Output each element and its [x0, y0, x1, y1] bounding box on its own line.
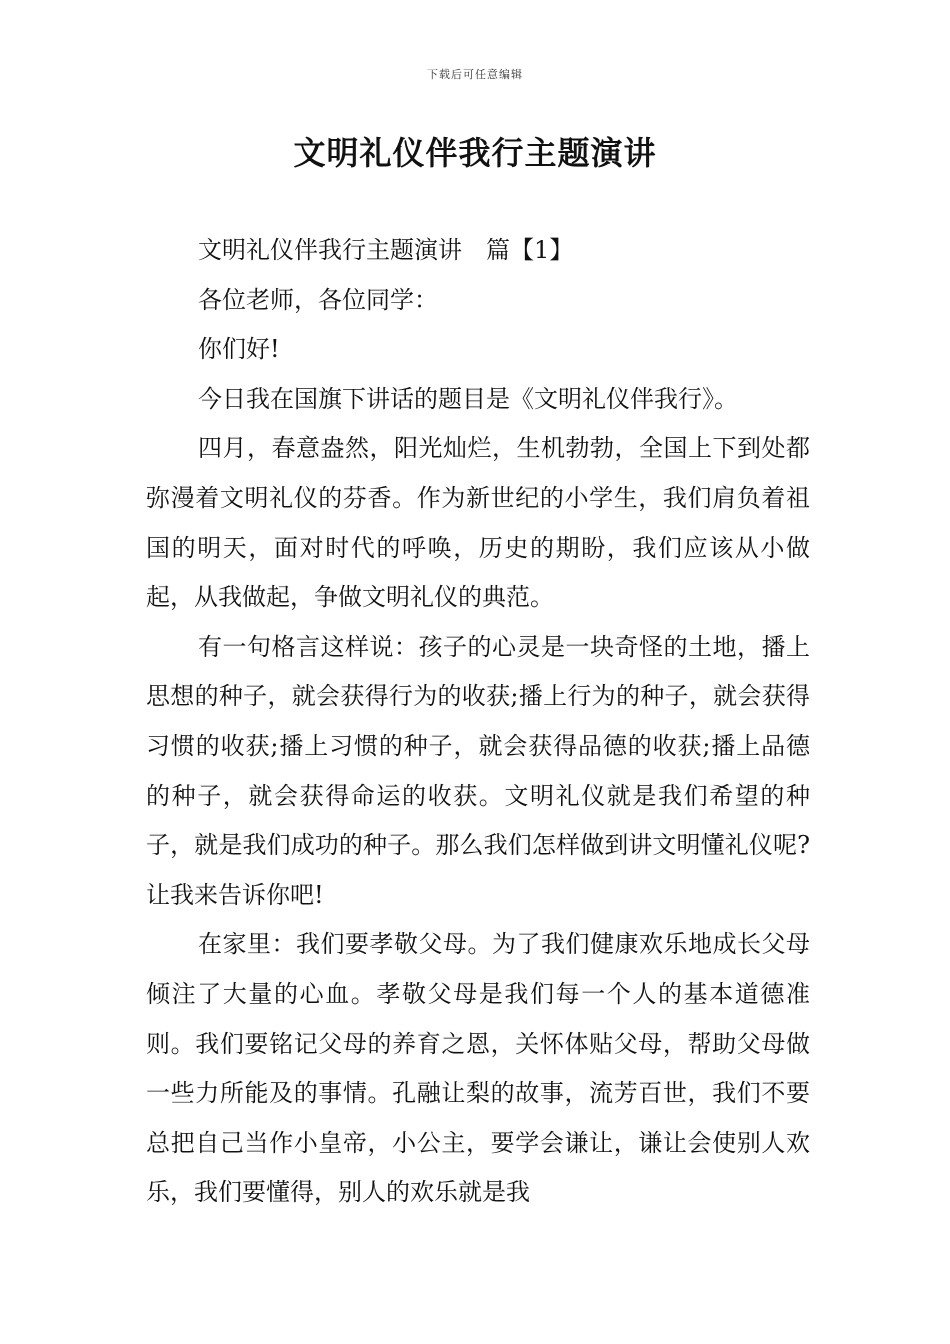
body-paragraph: 四月，春意盎然，阳光灿烂，生机勃勃，全国上下到处都弥漫着文明礼仪的芬香。作为新世纪的小学生，我们肩负着祖国的明天，面对时代的呼唤，历史的期盼，我们应该从小做起，从我做起，争做文明礼仪的典范。	[146, 434, 810, 612]
body-paragraph: 有一句格言这样说：孩子的心灵是一块奇怪的土地，播上思想的种子，就会获得行为的收获;播上行为的种子，就会获得习惯的收获;播上习惯的种子，就会获得品德的收获;播上品德的种子，就会获得命运的收获。文明礼仪就是我们希望的种子，就是我们成功的种子。那么我们怎样做到讲文明懂礼仪呢?让我来告诉你吧!	[146, 632, 810, 909]
document-body	[146, 226, 810, 1218]
section-heading: 文明礼仪伴我行主题演讲 篇【1】	[198, 236, 574, 264]
document-title: 文明礼仪伴我行主题演讲	[293, 134, 657, 172]
header-note: 下载后可任意编辑	[427, 68, 523, 81]
topic-paragraph: 今日我在国旗下讲话的题目是《文明礼仪伴我行》。	[198, 384, 738, 413]
greeting-paragraph: 你们好!	[198, 335, 280, 364]
body-paragraph: 在家里：我们要孝敬父母。为了我们健康欢乐地成长父母倾注了大量的心血。孝敬父母是我们每一个人的基本道德准则。我们要铭记父母的养育之恩，关怀体贴父母，帮助父母做一些力所能及的事情。孔融让梨的故事，流芳百世，我们不要总把自己当作小皇帝，小公主，要学会谦让，谦让会使别人欢乐，我们要懂得，别人的欢乐就是我	[146, 930, 810, 1207]
salutation-paragraph: 各位老师，各位同学：	[198, 285, 438, 314]
